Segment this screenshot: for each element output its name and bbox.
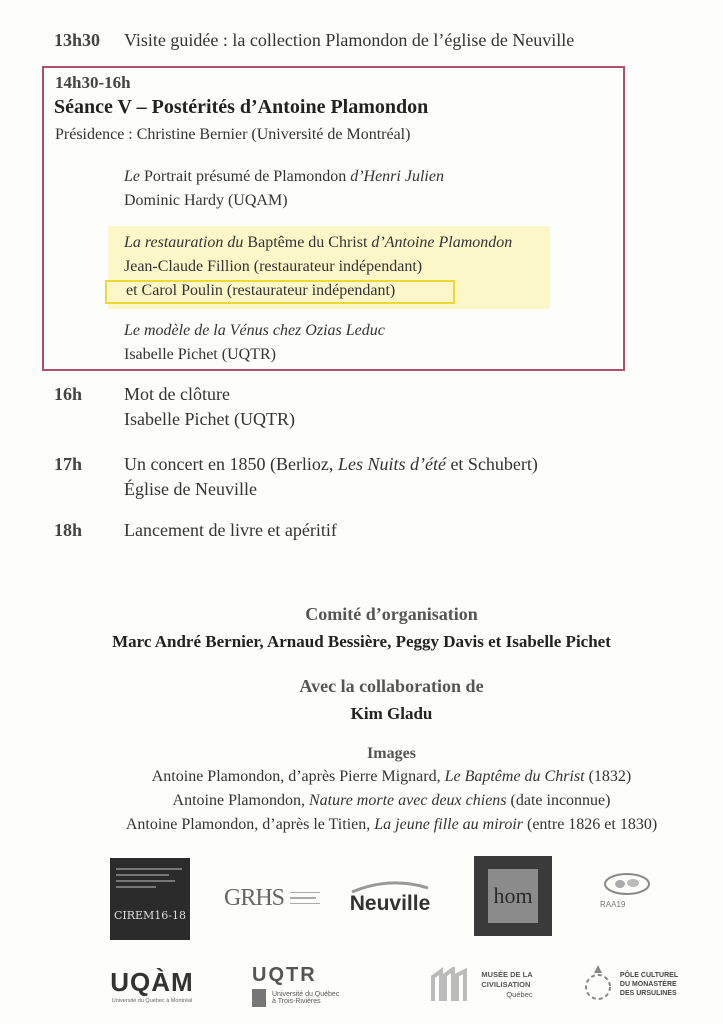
committee-heading: Comité d’organisation [305,604,478,624]
item-visite: Visite guidée : la collection Plamondon de l’église de Neuville [124,30,575,50]
session-title: Séance V – Postérités d’Antoine Plamondon [54,96,429,118]
image-credit-2: Antoine Plamondon, Nature morte avec deux chiens (date inconnue) [172,792,611,809]
rh-logo: hom [474,856,552,936]
time-16h: 16h [54,384,83,404]
musee-logo: MUSÉE DE LA CIVILISATION Québec [422,962,542,1008]
uqtr-logo: UQTR Université du Québec à Trois-Rivières [252,963,340,1005]
time-18h: 18h [54,520,83,540]
item-cloture: Mot de clôture [124,384,230,404]
item-lancement: Lancement de livre et apéritif [124,520,337,540]
pole-culturel-logo: PÔLE CULTUREL DU MONASTÈRE DES URSULINES [574,960,686,1008]
uqam-logo: UQÀM Université du Québec à Montréal [110,966,194,1004]
talk1-speaker: Dominic Hardy (UQAM) [124,192,288,209]
raa-logo: RAA19 [592,862,662,918]
item-concert-venue: Église de Neuville [124,479,257,499]
talk2-speaker2: et Carol Poulin (restaurateur indépendant) [126,282,396,299]
session-time: 14h30-16h [55,73,131,92]
talk3-title: Le modèle de la Vénus chez Ozias Leduc [124,322,385,339]
item-concert: Un concert en 1850 (Berlioz, Les Nuits d’été et Schubert) [124,454,538,474]
image-credit-3: Antoine Plamondon, d’après le Titien, La jeune fille au miroir (entre 1826 et 1830) [125,816,658,833]
talk2-speaker1: Jean-Claude Fillion (restaurateur indépendant) [124,258,423,275]
collab-name: Kim Gladu [350,704,433,723]
images-heading: Images [367,745,416,762]
committee-members: Marc André Bernier, Arnaud Bessière, Peggy Davis et Isabelle Pichet [112,632,611,651]
time-13h30: 13h30 [54,30,101,50]
item-cloture-speaker: Isabelle Pichet (UQTR) [124,409,295,429]
collab-heading: Avec la collaboration de [299,676,484,696]
time-17h: 17h [54,454,83,474]
neuville-logo: Neuville [340,876,440,920]
image-credit-1: Antoine Plamondon, d’après Pierre Mignard, Le Baptême du Christ (1832) [151,768,632,785]
talk2-title: La restauration du Baptême du Christ d’Antoine Plamondon [124,234,513,251]
session-chair: Présidence : Christine Bernier (Université de Montréal) [55,126,411,143]
talk3-speaker: Isabelle Pichet (UQTR) [124,346,276,363]
grhs-logo: GRHS [232,870,312,926]
talk1-title: Le Portrait présumé de Plamondon d’Henri Julien [124,168,444,185]
cirem-logo: CIREM16-18 [110,858,190,940]
